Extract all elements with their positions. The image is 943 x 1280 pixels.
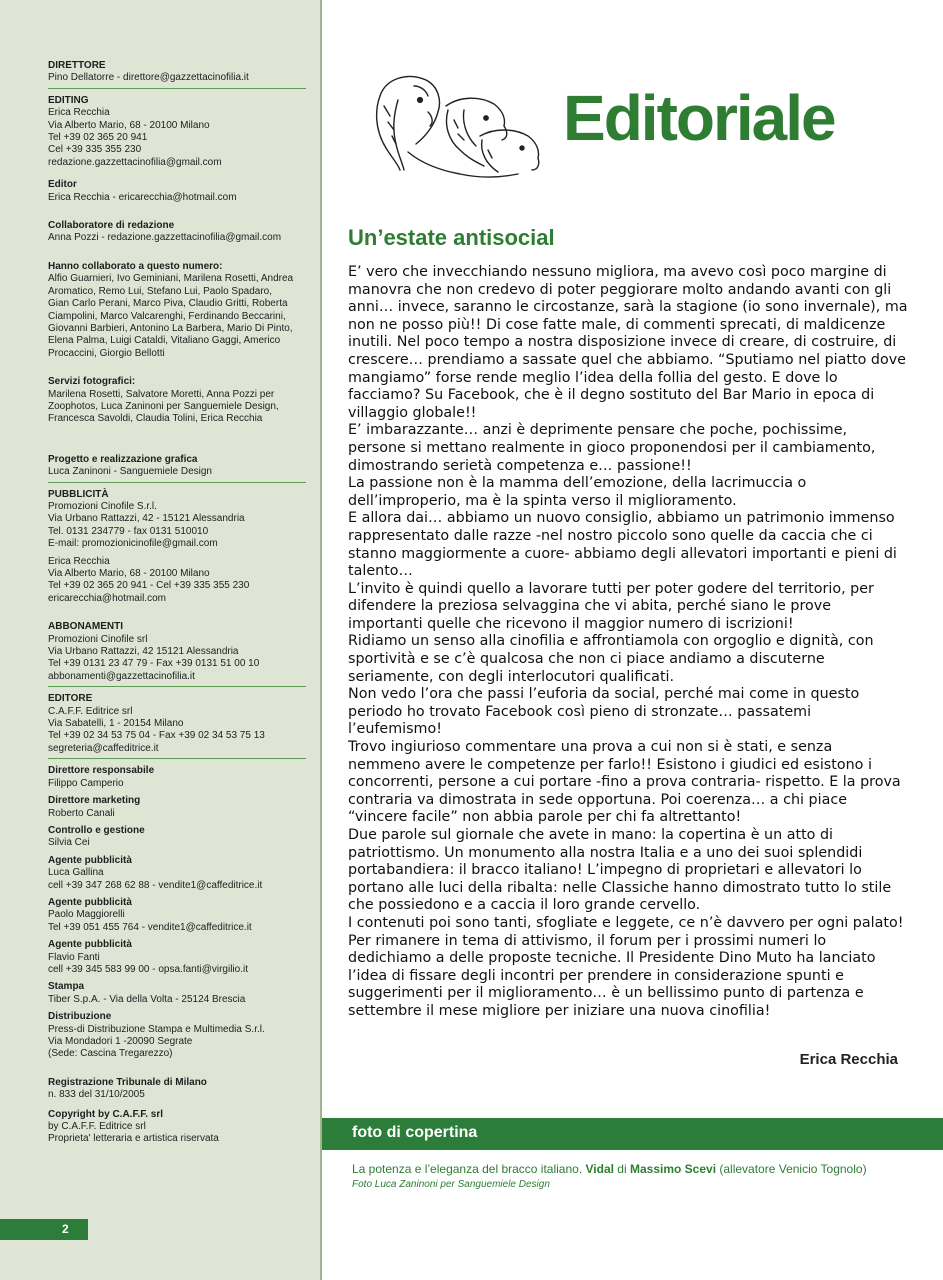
distribution-line: Press-di Distribuzione Stampa e Multimedia S.r.l.: [48, 1023, 265, 1035]
contributors-heading: Hanno collaborato a questo numero:: [48, 260, 223, 272]
control-line: Silvia Cei: [48, 837, 90, 849]
marketing-section: [48, 795, 306, 820]
design-section: [48, 454, 306, 483]
collab-heading: Collaboratore di redazione: [48, 220, 175, 232]
dogs-sketch-icon: [368, 66, 548, 186]
publisher-line: C.A.F.F. Editrice srl: [48, 705, 133, 717]
copyright-line: by C.A.F.F. Editrice srl: [48, 1121, 146, 1133]
cover-caption: [352, 1162, 912, 1177]
publisher-section: [48, 693, 306, 759]
editor-in-chief-section: [48, 765, 306, 790]
article-paragraph: Due parole sul giornale che avete in mano: la copertina è un atto di patriottismo. Un monumento alla nostra Italia e a uno dei suoi splendidi portabandiera: il bracco italiano! L’impegno di proprietari e allevatori lo portano alle luci della ribalta: nelle Classiche hanno dimostrato tutto lo stile che possiedono e a caccia il loro grande cervello.: [348, 827, 892, 914]
distribution-line: (Sede: Cascina Tregarezzo): [48, 1048, 173, 1060]
print-line: Tiber S.p.A. - Via della Volta - 25124 Brescia: [48, 993, 246, 1005]
cover-photo-banner: [322, 1118, 943, 1150]
advertising-line: Erica Recchia: [48, 555, 110, 567]
publisher-line: Via Sabatelli, 1 - 20154 Milano: [48, 718, 184, 730]
dogs-illustration: [368, 66, 548, 186]
agent-section: [48, 855, 306, 892]
distribution-heading: Distribuzione: [48, 1011, 112, 1023]
article-paragraph: Ridiamo un senso alla cinofilia e affrontiamola con orgoglio e dignità, con sportività e se c’è qualcosa che non ci piace andiamo a discuterne seriamente, con degli interlocutori qualificati.: [348, 633, 874, 685]
direttore-heading: DIRETTORE: [48, 60, 106, 71]
direttore-section: [48, 60, 306, 89]
cover-caption-text: (allevatore Venicio Tognolo): [716, 1162, 867, 1176]
editing-line: Tel +39 02 365 20 941: [48, 132, 148, 144]
editing-section: [48, 95, 306, 169]
agent-section: [48, 939, 306, 976]
agent-line: Flavio Fanti: [48, 951, 100, 963]
copyright-line: Proprieta' letteraria e artistica riservata: [48, 1133, 219, 1145]
article-paragraph: L’invito è quindi quello a lavorare tutti per poter godere del territorio, per difendere la preziosa selvaggina che vi abita, perché siano le prove importanti quelle che ricevono il maggior numero di iscrizioni!: [348, 580, 874, 632]
contributors-line: Gian Carlo Perani, Marco Piva, Claudio Gritti, Roberta: [48, 298, 288, 310]
article-paragraph: E’ imbarazzante… anzi è deprimente pensare che poche, pochissime, persone si mettano realmente in gioco proponendosi per il cambiamento, dimostrando serietà competenza e… passione!!: [348, 422, 876, 474]
print-heading: Stampa: [48, 981, 85, 993]
subscriptions-line: Via Urbano Rattazzi, 42 15121 Alessandria: [48, 646, 239, 658]
article-title: Un’estate antisocial: [348, 225, 555, 250]
photo-services-line: Marilena Rosetti, Salvatore Moretti, Anna Pozzi per: [48, 388, 275, 400]
contributors-line: Alfio Guarnieri, Ivo Geminiani, Marilena Rosetti, Andrea: [48, 273, 294, 285]
article-author: Erica Recchia: [799, 1051, 898, 1068]
cover-photo-heading: foto di copertina: [352, 1124, 478, 1141]
agent-line: cell +39 345 583 99 00 - opsa.fanti@virgilio.it: [48, 963, 248, 975]
article-paragraph: E’ vero che invecchiando nessuno migliora, ma avevo così poco margine di manovra che non credevo di poter peggiorare molto andando avanti con gli anni… invece, saranno le circostanze, sarà la stagione (io sono invernale), ma non ne posso più!! Di cose fatte male, di commenti sprecati, di maldicenze inutili. Nel poco tempo a nostra disposizione invece di creare, di costruire, di crescere… prendiamo a sassate quel che abbiamo. “Sputiamo nel piatto dove mangiamo” forse rende meglio l’idea della follia del gesto. E dove lo facciamo? Su Facebook, che è il degno sostituto del Bar Mario in epoca di villaggio globale!!: [348, 264, 908, 421]
publisher-heading: EDITORE: [48, 693, 93, 705]
registration-heading: Registrazione Tribunale di Milano: [48, 1076, 207, 1088]
subscriptions-heading: ABBONAMENTI: [48, 621, 123, 633]
registration-section: [48, 1077, 306, 1102]
design-heading: Progetto e realizzazione grafica: [48, 453, 198, 465]
editor-line: Erica Recchia - ericarecchia@hotmail.com: [48, 191, 237, 203]
contributors-line: Procaccini, Giorgio Bellotti: [48, 347, 165, 359]
agent-line: cell +39 347 268 62 88 - vendite1@caffeditrice.it: [48, 879, 263, 891]
editing-line: redazione.gazzettacinofilia@gmail.com: [48, 156, 222, 168]
photo-services-line: Francesca Savoldi, Claudia Tolini, Erica Recchia: [48, 413, 263, 425]
editing-line: Erica Recchia: [48, 107, 110, 119]
cover-photo-credit: Foto Luca Zaninoni per Sanguemiele Design: [352, 1179, 550, 1190]
editor-in-chief-line: Filippo Camperio: [48, 777, 124, 789]
control-section: [48, 825, 306, 850]
cover-caption-text: La potenza e l’eleganza del bracco italiano.: [352, 1162, 586, 1176]
copyright-section: [48, 1109, 306, 1146]
subscriptions-line: Promozioni Cinofile srl: [48, 633, 148, 645]
registration-line: n. 833 del 31/10/2005: [48, 1089, 145, 1101]
article-body: [348, 264, 908, 1021]
agent-line: Luca Gallina: [48, 867, 104, 879]
article-paragraph: La passione non è la mamma dell’emozione, della lacrimuccia o dell’improperio, ma è la spinta verso il miglioramento.: [348, 475, 807, 509]
advertising-line: Promozioni Cinofile S.r.l.: [48, 500, 157, 512]
article-paragraph: E allora dai… abbiamo un nuovo consiglio, abbiamo un patrimonio immenso rappresentato dalle razze -nel nostro piccolo sono quelle da caccia che ci stanno maggiormente a cuore- abbiamo degli allevatori importanti e pieni di talento…: [348, 510, 897, 580]
agent-heading: Agente pubblicità: [48, 939, 132, 951]
photo-services-heading: Servizi fotografici:: [48, 376, 136, 388]
distribution-line: Via Mondadori 1 -20090 Segrate: [48, 1036, 193, 1047]
collab-line: Anna Pozzi - redazione.gazzettacinofilia@gmail.com: [48, 232, 282, 244]
advertising-line: Tel +39 02 365 20 941 - Cel +39 335 355 230: [48, 580, 250, 592]
copyright-heading: Copyright by C.A.F.F. srl: [48, 1108, 164, 1120]
article-paragraph: Per rimanere in tema di attivismo, il forum per i prossimi numeri lo dedichiamo a delle proposte tecniche. Il Presidente Dino Muto ha lanciato l’idea di fissare degli incontri per prendere in considerazione spunti e suggerimenti per il miglioramento… è un bellissimo punto di partenza e settembre il mese migliore per iniziare una nuova cinofilia!: [348, 932, 876, 1019]
contributors-line: Aromatico, Remo Lui, Stefano Lui, Paolo Spadaro,: [48, 285, 273, 297]
subscriptions-line: abbonamenti@gazzettacinofilia.it: [48, 670, 195, 682]
advertising-line: Tel. 0131 234779 - fax 0131 510010: [48, 525, 209, 537]
agent-line: Paolo Maggiorelli: [48, 909, 125, 921]
page-number: 2: [0, 1219, 88, 1240]
section-title: Editoriale: [563, 82, 835, 154]
distribution-section: [48, 1011, 306, 1061]
editor-section: [48, 179, 306, 204]
cover-caption-text: di: [613, 1162, 630, 1176]
print-section: [48, 981, 306, 1006]
contributors-line: Elena Palma, Luigi Cataldi, Vitaliano Gaggi, Americo: [48, 335, 281, 347]
cover-owner-name: Massimo Scevi: [629, 1162, 717, 1176]
advertising-section: [48, 489, 306, 606]
agent-heading: Agente pubblicità: [48, 896, 132, 908]
contributors-line: Giovanni Barbieri, Antonino La Barbera, Mario Di Pinto,: [48, 322, 293, 334]
publisher-line: segreteria@caffeditrice.it: [48, 742, 159, 754]
marketing-heading: Direttore marketing: [48, 795, 141, 807]
agent-section: [48, 897, 306, 934]
article-paragraph: Trovo ingiurioso commentare una prova a cui non si è stati, e senza nemmeno avere le competenze per farlo!! Esistono i giudici ed esistono i concorrenti, persone a cui portare -fino a prova contraria- rispetto. E la prova contraria va dimostrata in sede opportuna. Poi coerenza… a chi piace “vincere facile” non abbia parole per chi fa altrettanto!: [348, 739, 901, 826]
contributors-line: Ciampolini, Marco Valcarenghi, Ferdinando Beccarini,: [48, 310, 286, 322]
collab-section: [48, 220, 306, 245]
subscriptions-line: Tel +39 0131 23 47 79 - Fax +39 0131 51 00 10: [48, 658, 260, 670]
photo-services-line: Zoophotos, Luca Zaninoni per Sanguemiele Design,: [48, 400, 279, 412]
subscriptions-section: [48, 621, 306, 687]
control-heading: Controllo e gestione: [48, 824, 145, 836]
editor-heading: Editor: [48, 179, 77, 191]
advertising-line: ericarecchia@hotmail.com: [48, 592, 166, 604]
editor-in-chief-heading: Direttore responsabile: [48, 765, 155, 777]
photo-services-section: [48, 376, 306, 426]
masthead-sidebar: [0, 0, 322, 1280]
design-line: Luca Zaninoni - Sanguemiele Design: [48, 466, 212, 478]
advertising-line: Via Alberto Mario, 68 - 20100 Milano: [48, 568, 210, 579]
agent-heading: Agente pubblicità: [48, 854, 132, 866]
contributors-section: [48, 261, 306, 360]
article-paragraph: I contenuti poi sono tanti, sfogliate e leggete, ce n’è davvero per ogni palato!: [348, 914, 904, 931]
cover-dog-name: Vidal: [585, 1162, 614, 1176]
publisher-line: Tel +39 02 34 53 75 04 - Fax +39 02 34 53 75 13: [48, 730, 265, 742]
editing-heading: EDITING: [48, 94, 89, 106]
editing-line: Via Alberto Mario, 68 - 20100 Milano: [48, 119, 210, 131]
direttore-line: Pino Dellatorre - direttore@gazzettacinofilia.it: [48, 72, 249, 84]
advertising-line: E-mail: promozionicinofile@gmail.com: [48, 538, 218, 550]
masthead: [48, 60, 306, 1146]
agent-line: Tel +39 051 455 764 - vendite1@caffeditrice.it: [48, 921, 252, 933]
advertising-line: Via Urbano Rattazzi, 42 - 15121 Alessandria: [48, 513, 245, 525]
advertising-heading: PUBBLICITÀ: [48, 488, 109, 500]
editing-line: Cel +39 335 355 230: [48, 144, 142, 156]
article-paragraph: Non vedo l’ora che passi l’euforia da social, perché mai come in questo periodo ho trovato Facebook così pieno di stronzate… passatemi l’eufemismo!: [348, 686, 860, 738]
marketing-line: Roberto Canali: [48, 807, 115, 819]
